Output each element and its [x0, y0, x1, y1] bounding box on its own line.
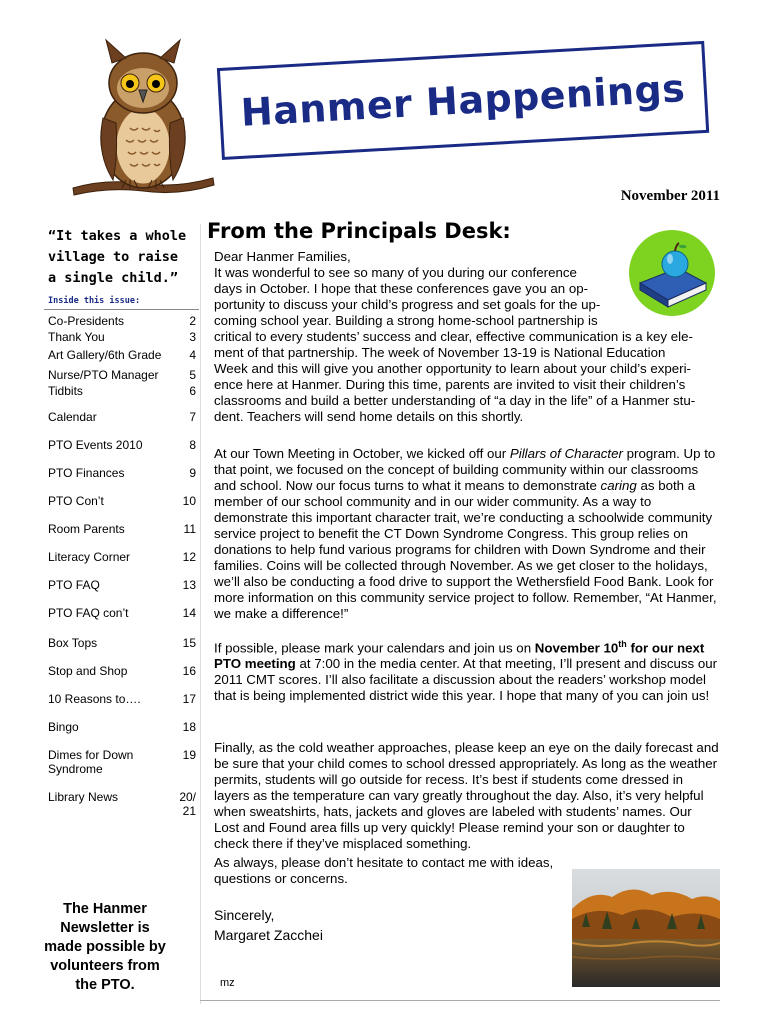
p1-line: portunity to discuss your child’s progress and set goals for the up-	[214, 297, 601, 312]
p1-line: critical to every students’ success and clear, effective communication is a key ele-	[214, 329, 693, 344]
p1-line: ment of that partnership. The week of November 13-19 is National Education	[214, 345, 666, 360]
toc-item-label: Calendar	[48, 410, 97, 424]
toc-item-label: 10 Reasons to….	[48, 692, 141, 706]
owl-icon	[68, 38, 218, 198]
article-paragraph-5: As always, please don’t hesitate to contact me with ideas, questions or concerns.	[214, 855, 554, 886]
sidebar-quote: “It takes a whole village to raise a single child.”	[48, 228, 187, 286]
article-paragraph-2	[214, 446, 719, 622]
toc-item-label: Library News	[48, 790, 119, 804]
p3-text-a: If possible, please mark your calendars and join us on	[214, 640, 535, 656]
column-divider	[200, 224, 201, 1004]
toc-item-label: Nurse/PTO Manager	[48, 368, 159, 382]
toc-item-label: Co-Presidents	[48, 314, 125, 328]
article-paragraph-4: Finally, as the cold weather approaches, please keep an eye on the daily forecast and be sure that your child comes to school dressed appropriately. As long as the weather permits, students will go outside for recess. It’s best if students come dressed in layers as the temperature can vary greatly throughout the day. Also, it’s very helpful when sweatshirts, hats, jackets and gloves are labeled with students’ names. Our Lost and Found area fills up very quickly! Please remind your son or daughter to check there if they’ve misplaced something.	[214, 740, 719, 851]
toc-item-page: 6	[189, 384, 196, 398]
toc-item-page: 10	[182, 494, 196, 508]
toc-item-label: PTO FAQ	[48, 578, 100, 592]
toc-item-label: PTO FAQ con’t	[48, 606, 129, 620]
caring-text: caring	[600, 478, 637, 493]
p1-line: It was wonderful to see so many of you during our conference	[214, 265, 577, 280]
p2-text-a: At our Town Meeting in October, we kicked off our	[214, 446, 510, 461]
apple-on-book-icon	[628, 228, 716, 318]
p1-line: coming school year. Building a strong home-school partnership is	[214, 313, 598, 328]
toc-item-page: 3	[189, 330, 196, 344]
toc-item-page: 13	[182, 578, 196, 592]
inside-issue-label: Inside this issue:	[48, 296, 141, 306]
toc-item-page: 15	[182, 636, 196, 650]
toc-item-page: 5	[189, 368, 196, 382]
toc-item-label: PTO Finances	[48, 466, 125, 480]
pillars-of-character-text: Pillars of Character	[509, 446, 623, 461]
p1-line: days in October. I hope that these conferences gave you an op-	[214, 281, 589, 296]
newsletter-title: Hanmer Happenings	[239, 66, 687, 135]
toc-item-page: 17	[182, 692, 196, 706]
toc-item-page: 19	[182, 748, 196, 762]
toc-item-label: Bingo	[48, 720, 79, 734]
p2-text-c: as both a member of our school community and in our wider community. As a way to demonstrate this important character trait, we’re conducting a schoolwide community service project to benefit the CT Down Syndrome Congress. This group relies on donations to help fund various programs for children with Down Syndrome and their families. Coins will be collected through November. As we get closer to the holidays, we’ll also be conducting a food drive to support the Wethersfield Food Bank. Look for more information on this community service project to follow. Remember, “At Hanmer, we make a difference!”	[214, 478, 717, 621]
date-suffix: th	[618, 639, 627, 649]
author-initials: mz	[220, 977, 235, 989]
toc-item-page: 2	[189, 314, 196, 328]
toc-item-page: 7	[189, 410, 196, 424]
toc-item-label: Box Tops	[48, 636, 98, 650]
autumn-lake-photo	[572, 869, 720, 987]
toc-item-label: Tidbits	[48, 384, 83, 398]
toc-item-label: PTO Con’t	[48, 494, 104, 508]
toc-item-label: Literacy Corner	[48, 550, 131, 564]
meeting-date-text: November 10	[534, 640, 619, 656]
toc-item-label: Stop and Shop	[48, 664, 128, 678]
issue-date: November 2011	[620, 188, 720, 204]
signature-name: Margaret Zacchei	[214, 927, 323, 943]
closing-block	[214, 905, 323, 945]
toc-item-page: 14	[182, 606, 196, 620]
footer-rule	[200, 1000, 720, 1001]
toc-item-page: 9	[189, 466, 196, 480]
toc-item-label: Dimes for Down Syndrome	[48, 748, 134, 776]
p2-text-b: program. Up to that point, we focused on the concept of building community within our classrooms and school. Now our focus turns to what it means to demonstrate	[214, 446, 716, 493]
toc-item-page: 16	[182, 664, 196, 678]
toc-item-label: PTO Events 2010	[48, 438, 143, 452]
toc-item-label: Art Gallery/6th Grade	[48, 348, 162, 362]
p3-text-b: at 7:00 in the media center. At that meeting, I’ll present and discuss our 2011 CMT scores. I’ll also facilitate a discussion about the readers’ workshop model that is being implemented district wide this year. I hope that many of you can join us!	[214, 656, 718, 704]
toc-item-page: 12	[182, 550, 196, 564]
toc-item-page: 20/ 21	[179, 790, 196, 818]
article-title: From the Principals Desk:	[207, 219, 511, 243]
p1-line: dent. Teachers will send home details on this shortly.	[214, 409, 524, 424]
volunteer-note: The Hanmer Newsletter is made possible by volunteers from the PTO.	[44, 901, 166, 993]
p1-line: Dear Hanmer Families,	[214, 249, 351, 264]
article-paragraph-1	[214, 249, 696, 425]
p1-line: ence here at Hanmer. During this time, parents are invited to visit their children’s	[214, 377, 686, 392]
toc-item-page: 8	[189, 438, 196, 452]
article-paragraph-3	[214, 636, 719, 704]
toc-item-page: 11	[183, 522, 196, 536]
toc-item-label: Thank You	[48, 330, 105, 344]
meeting-label-text: for our next PTO meeting	[214, 640, 705, 672]
p1-line: classrooms and build a better understanding of “a day in the life” of a Hanmer stu-	[214, 393, 696, 408]
closing-salutation: Sincerely,	[214, 907, 275, 923]
masthead-banner	[217, 41, 709, 160]
toc-item-page: 4	[189, 348, 196, 362]
p1-line: Week and this will give you another opportunity to learn about your child’s experi-	[214, 361, 691, 376]
toc-item-page: 18	[182, 720, 196, 734]
sidebar-divider	[44, 309, 199, 310]
toc-item-label: Room Parents	[48, 522, 125, 536]
